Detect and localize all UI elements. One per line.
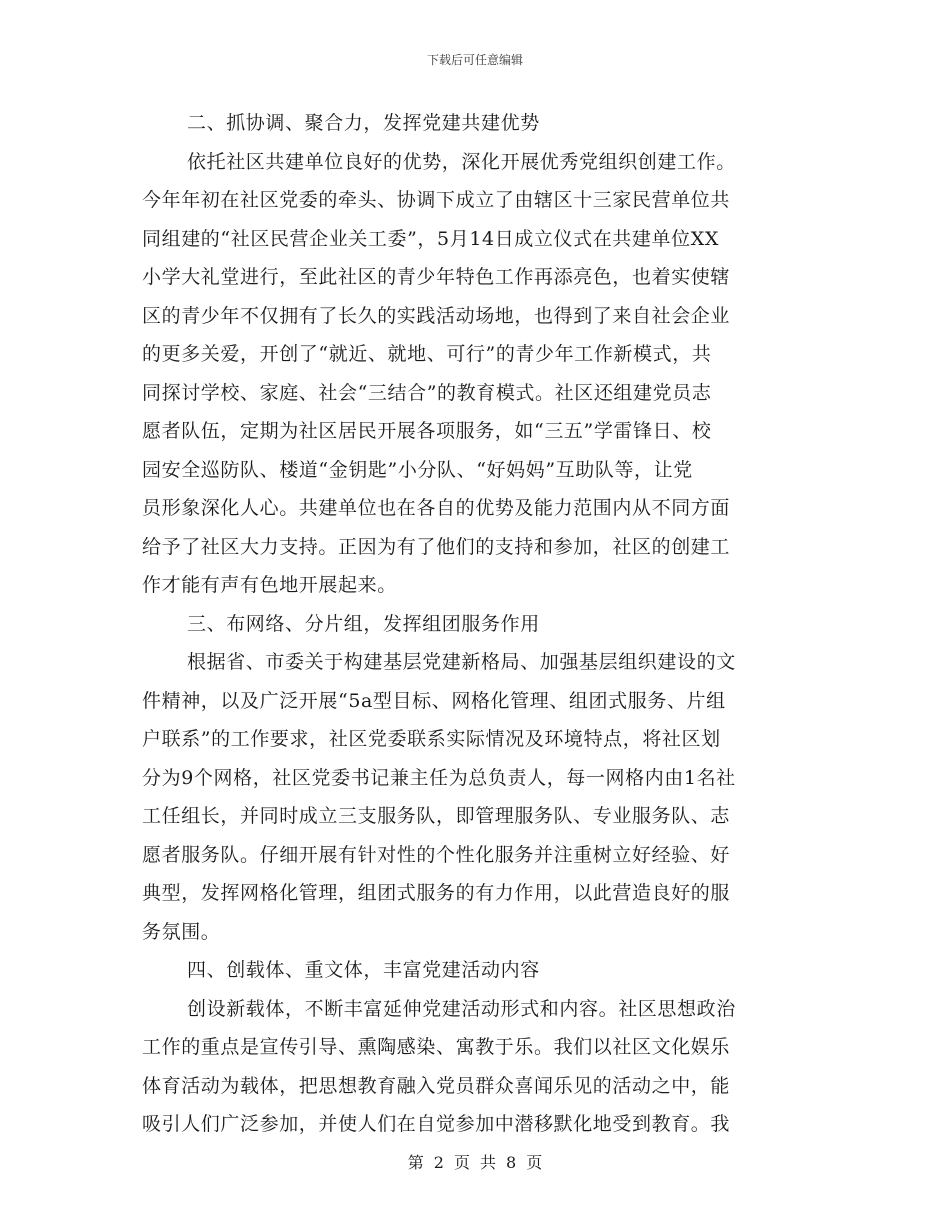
section-heading-3: 三、布网络、分片组，发挥组团服务作用 (187, 612, 540, 635)
paragraph-line: 同组建的“社区民营企业关工委”，5月14日成立仪式在共建单位XX (142, 227, 719, 250)
total-word: 共 (480, 1153, 497, 1172)
paragraph-line: 根据省、市委关于构建基层党建新格局、加强基层组织建设的文 (187, 651, 736, 673)
paragraph-line: 给予了社区大力支持。正因为有了他们的支持和参加，社区的创建工 (142, 535, 731, 558)
paragraph-line: 区的青少年不仅拥有了长久的实践活动场地，也得到了来自社会企业 (142, 304, 731, 327)
section-heading-2: 二、抓协调、聚合力，发挥党建共建优势 (187, 112, 540, 134)
paragraph-line: 愿者队伍，定期为社区居民开展各项服务，如“三五”学雷锋日、校 (142, 420, 712, 442)
paragraph-line: 今年年初在社区党委的牵头、协调下成立了由辖区十三家民营单位共 (142, 189, 731, 211)
paragraph-line: 体育活动为载体，把思想教育融入党员群众喜闻乐见的活动之中，能 (142, 1074, 731, 1097)
page-header-note: 下载后可任意编辑 (426, 53, 523, 67)
paragraph-line: 小学大礼堂进行，至此社区的青少年特色工作再添亮色，也着实使辖 (142, 266, 731, 288)
paragraph-line: 创设新载体，不断丰富延伸党建活动形式和内容。社区思想政治 (187, 997, 736, 1020)
paragraph-line: 件精神，以及广泛开展“5a型目标、网格化管理、组团式服务、片组 (142, 689, 726, 712)
document-body (142, 104, 810, 1144)
paragraph-line: 工作的重点是宣传引导、熏陶感染、寓教于乐。我们以社区文化娱乐 (142, 1036, 731, 1058)
page-current: 2 (433, 1153, 444, 1172)
paragraph-line: 作才能有声有色地开展起来。 (142, 574, 397, 596)
paragraph-line: 典型，发挥网格化管理，组团式服务的有力作用，以此营造良好的服 (142, 882, 731, 904)
paragraph-line: 工任组长，并同时成立三支服务队，即管理服务队、专业服务队、志 (142, 805, 731, 827)
page-suffix: 页 (526, 1153, 543, 1172)
paragraph-line: 的更多关爱，开创了“就近、就地、可行”的青少年工作新模式，共 (142, 343, 712, 365)
paragraph-line: 员形象深化人心。共建单位也在各自的优势及能力范围内从不同方面 (142, 497, 731, 519)
paragraph-line: 吸引人们广泛参加，并使人们在自觉参加中潜移默化地受到教育。我 (142, 1113, 731, 1135)
paragraph-line: 分为9个网格，社区党委书记兼主任为总负责人，每一网格内由1名社 (142, 766, 736, 789)
page-word: 页 (453, 1153, 470, 1172)
paragraph-line: 依托社区共建单位良好的优势，深化开展优秀党组织创建工作。 (187, 150, 736, 173)
paragraph-line: 务氛围。 (142, 920, 221, 943)
paragraph-line: 园安全巡防队、楼道“金钥匙”小分队、“好妈妈”互助队等，让党 (142, 458, 693, 481)
page-total: 8 (506, 1153, 517, 1172)
page-number-footer (0, 1152, 950, 1174)
paragraph-line: 同探讨学校、家庭、社会“三结合”的教育模式。社区还组建党员志 (142, 381, 712, 404)
section-heading-4: 四、创载体、重文体，丰富党建活动内容 (187, 959, 540, 981)
paragraph-line: 愿者服务队。仔细开展有针对性的个性化服务并注重树立好经验、好 (142, 843, 731, 866)
paragraph-line: 户联系”的工作要求，社区党委联系实际情况及环境特点，将社区划 (142, 728, 721, 750)
page-prefix: 第 (407, 1153, 424, 1172)
